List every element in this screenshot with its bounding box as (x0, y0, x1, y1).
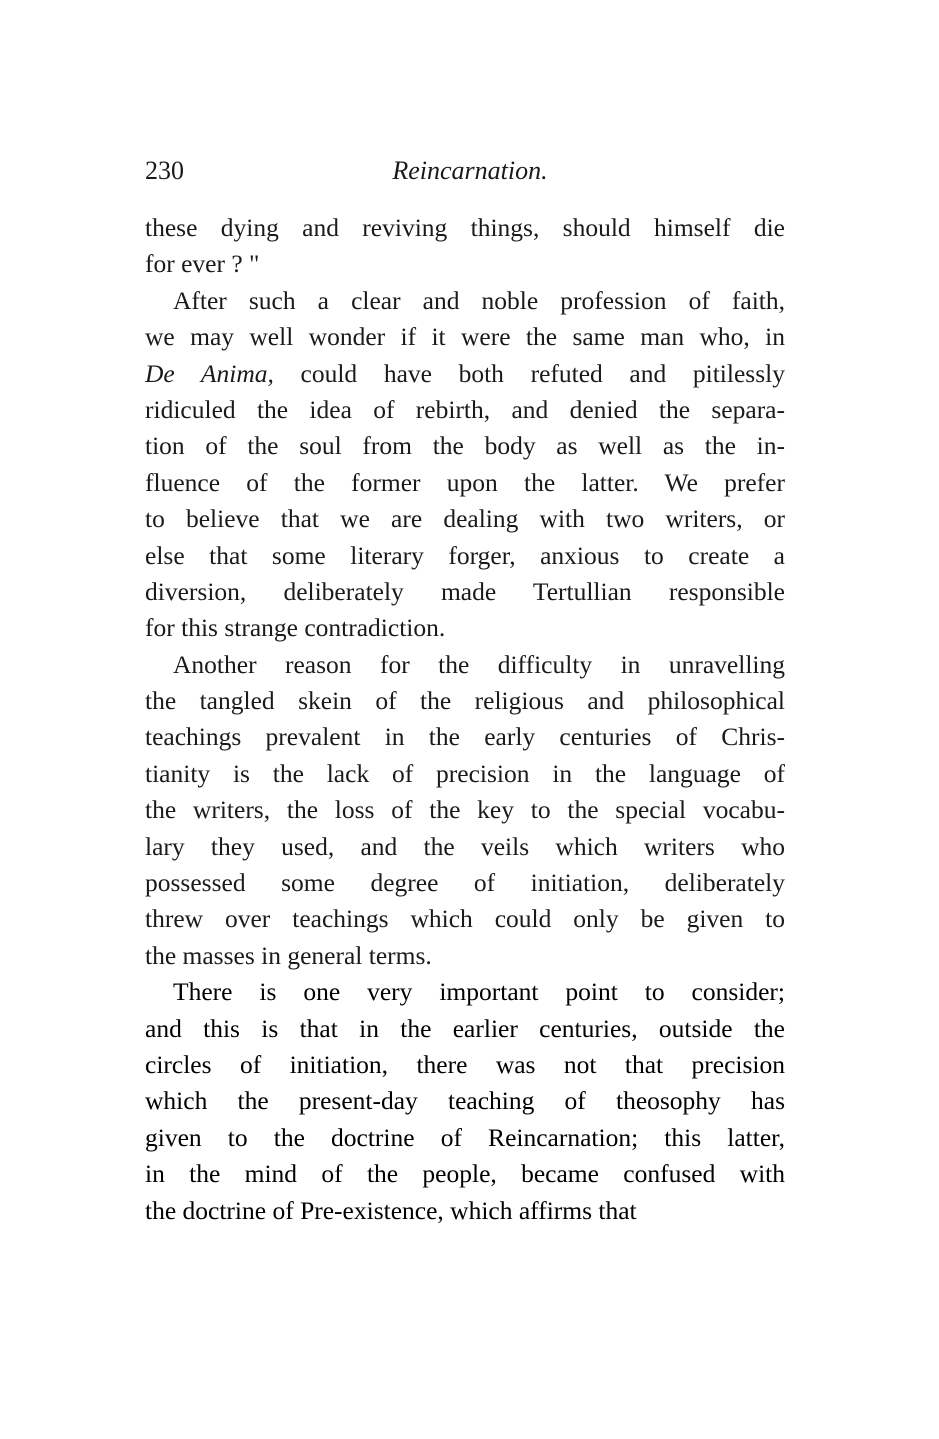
paragraph (145, 283, 785, 647)
text-line: the doctrine of Pre-existence, which affirms that (145, 1195, 637, 1225)
text-line: in the mind of the people, became confused with (145, 1159, 785, 1189)
text-line: the masses in general terms. (145, 940, 432, 970)
text-line: these dying and reviving things, should himself die (145, 213, 785, 242)
text-line: possessed some degree of initiation, deliberately (145, 868, 785, 898)
text-line: ridiculed the idea of rebirth, and denied the separa- (145, 394, 785, 424)
text-line: and this is that in the earlier centuries, outside the (145, 1013, 785, 1043)
text-line: given to the doctrine of Reincarnation; this latter, (145, 1122, 785, 1152)
running-header (145, 156, 785, 192)
page-number: 230 (145, 156, 184, 185)
text-line: for ever ? " (145, 249, 260, 279)
text-line: the tangled skein of the religious and philosophical (145, 686, 785, 716)
paragraph (145, 974, 785, 1229)
text-line: to believe that we are dealing with two writers, or (145, 504, 785, 534)
text-line: we may well wonder if it were the same man who, in (145, 322, 785, 352)
text-line: Another reason for the difficulty in unravelling (173, 649, 785, 679)
text-line: De Anima, could have both refuted and pitilessly (145, 358, 785, 388)
text-line: lary they used, and the veils which writers who (145, 831, 785, 861)
text-line: threw over teachings which could only be given to (145, 904, 785, 934)
text-line: tianity is the lack of precision in the language of (145, 758, 785, 788)
text-line: There is one very important point to consider; (173, 977, 785, 1007)
text-line: for this strange contradiction. (145, 613, 446, 643)
text-line: diversion, deliberately made Tertullian responsible (145, 576, 785, 606)
text-line: circles of initiation, there was not that precision (145, 1049, 785, 1079)
text-line: tion of the soul from the body as well as the in- (145, 431, 785, 461)
paragraph (145, 647, 785, 975)
text-line: teachings prevalent in the early centuries of Chris- (145, 722, 785, 752)
text-line: which the present-day teaching of theosophy has (145, 1086, 785, 1116)
text-line: else that some literary forger, anxious to create a (145, 540, 785, 570)
text-line: the writers, the loss of the key to the special vocabu- (145, 795, 785, 825)
text-line: fluence of the former upon the latter. We prefer (145, 467, 785, 497)
running-title: Reincarnation. (392, 156, 548, 185)
paragraph (145, 210, 785, 283)
text-line: After such a clear and noble profession of faith, (173, 285, 785, 315)
page-body (145, 210, 785, 1229)
